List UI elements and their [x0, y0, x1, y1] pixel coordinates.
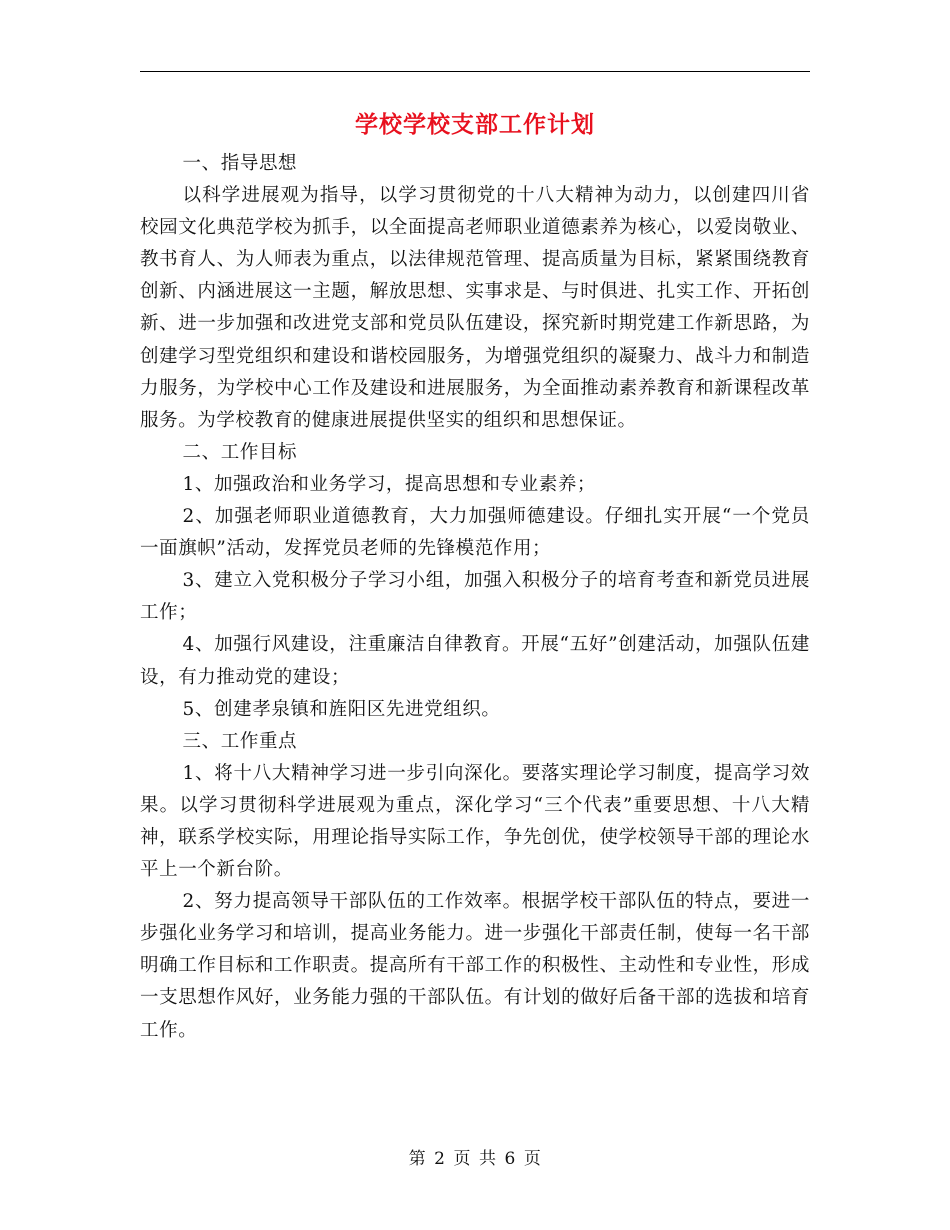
focus-item-2: 2、努力提高领导干部队伍的工作效率。根据学校干部队伍的特点，要进一步强化业务学习和培训，提高业务能力。进一步强化干部责任制，使每一名干部明确工作目标和工作职责。提高所有干部工作的积极性、主动性和专业性，形成一支思想作风好，业务能力强的干部队伍。有计划的做好后备干部的选拔和培育工作。: [140, 891, 810, 1041]
goal-item-4: 4、加强行风建设，注重廉洁自律教育。开展“五好”创建活动，加强队伍建设，有力推动党的建设；: [140, 634, 810, 688]
goal-item-5: 5、创建孝泉镇和旌阳区先进党组织。: [182, 698, 501, 720]
footer-current-page: 2: [434, 1149, 446, 1169]
section-heading-guiding-ideology: 一、指导思想: [182, 153, 298, 174]
footer-total-prefix: 共: [479, 1149, 497, 1169]
goal-item-3: 3、建立入党积极分子学习小组，加强入积极分子的培育考查和新党员进展工作；: [140, 570, 810, 624]
document-body: [140, 148, 810, 1047]
goal-item-2: 2、加强老师职业道德教育，大力加强师德建设。仔细扎实开展“一个党员一面旗帜”活动，发挥党员老师的先锋模范作用；: [140, 506, 810, 560]
footer-prefix: 第: [408, 1149, 427, 1169]
document-title: 学校学校支部工作计划: [355, 111, 595, 138]
footer-page-word: 页: [453, 1149, 471, 1169]
footer-suffix: 页: [523, 1149, 542, 1169]
header-rule: [140, 71, 810, 72]
footer-total-pages: 6: [504, 1149, 516, 1169]
section-heading-work-focus: 三、工作重点: [182, 730, 298, 752]
paragraph-guiding-ideology: 以科学进展观为指导，以学习贯彻党的十八大精神为动力，以创建四川省校园文化典范学校为抓手，以全面提高老师职业道德素养为核心，以爱岗敬业、教书育人、为人师表为重点，以法律规范管理、提高质量为目标，紧紧围绕教育创新、内涵进展这一主题，解放思想、实事求是、与时俱进、扎实工作、开拓创新、进一步加强和改进党支部和党员队伍建设，探究新时期党建工作新思路，为创建学习型党组织和建设和谐校园服务，为增强党组织的凝聚力、战斗力和制造力服务，为学校中心工作及建设和进展服务，为全面推动素养教育和新课程改革服务。为学校教育的健康进展提供坚实的组织和思想保证。: [140, 185, 810, 431]
page-footer: [0, 1147, 950, 1171]
focus-item-1: 1、将十八大精神学习进一步引向深化。要落实理论学习制度，提高学习效果。以学习贯彻科学进展观为重点，深化学习“三个代表”重要思想、十八大精神，联系学校实际，用理论指导实际工作，争先创优，使学校领导干部的理论水平上一个新台阶。: [140, 762, 810, 881]
goal-item-1: 1、加强政治和业务学习，提高思想和专业素养；: [182, 473, 597, 495]
section-heading-work-goals: 二、工作目标: [182, 441, 298, 463]
